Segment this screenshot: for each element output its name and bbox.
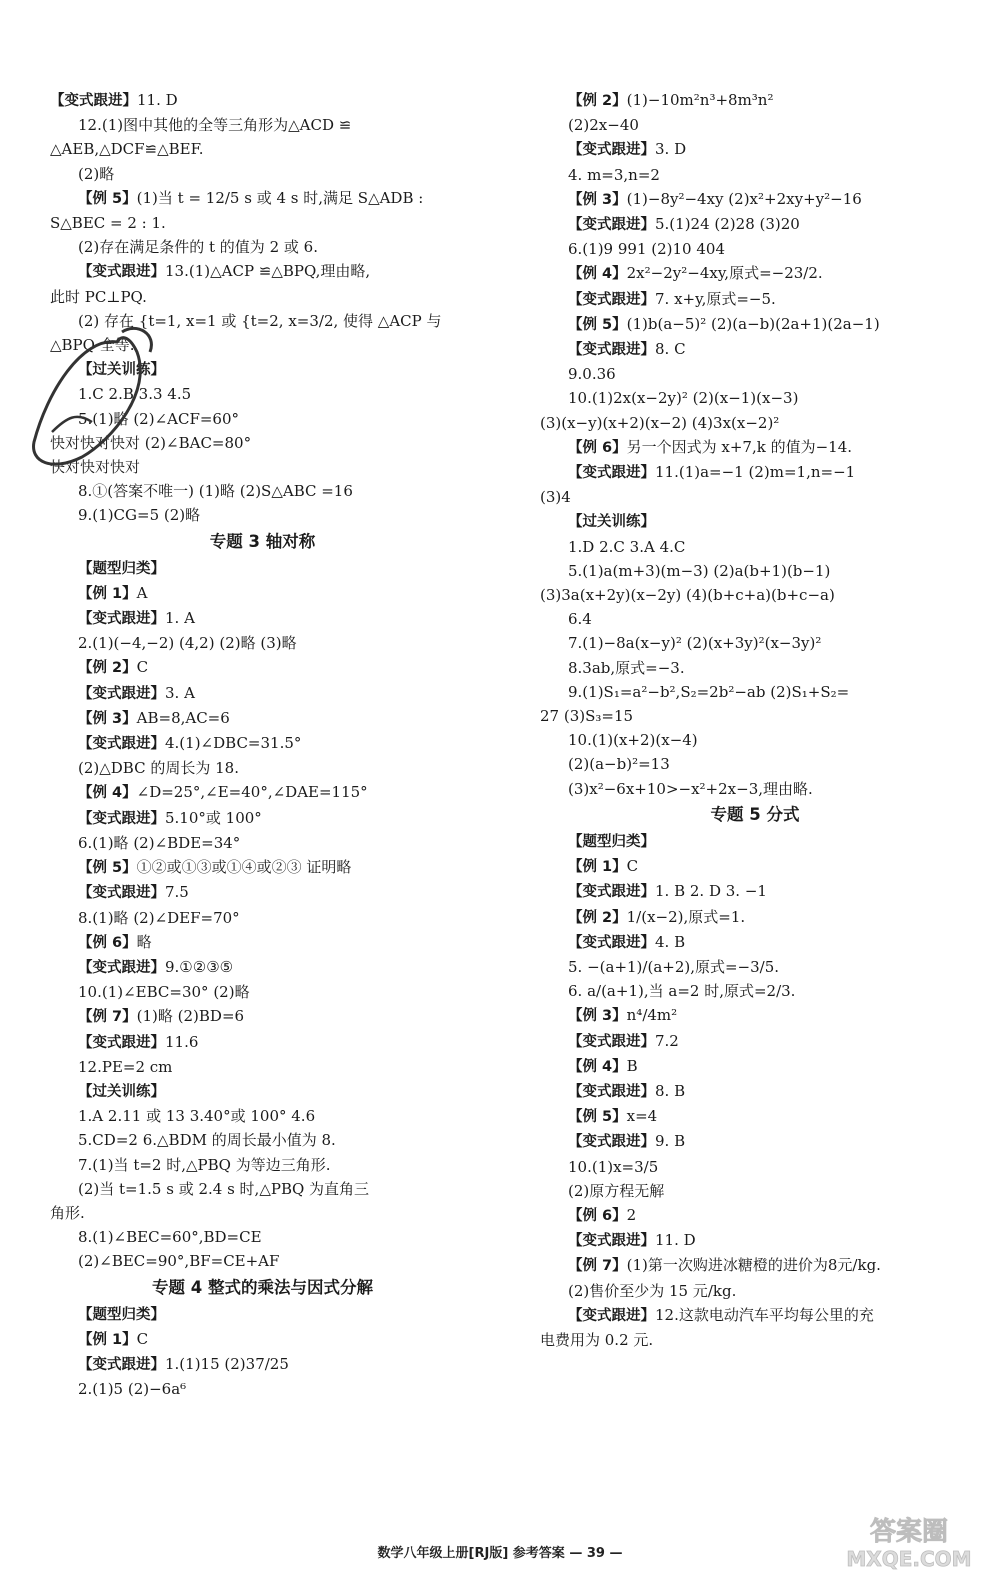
section-heading: 专题 5 分式 [710, 804, 800, 824]
answer-line: 9.(1)CG=5 (2)略 [78, 506, 201, 525]
label-tag: 【变式跟进】 [50, 93, 137, 109]
answer-line: 6.4 [568, 610, 592, 629]
label-tag: 【变式跟进】 [78, 959, 165, 976]
label-tag: 【例 6】 [568, 439, 627, 456]
answer-line: 8.①(答案不唯一) (1)略 (2)S△ABC =16 [78, 482, 353, 501]
answer-line: 【例 7】(1)第一次购进冰糖橙的进价为8元/kg. [568, 1256, 881, 1275]
label-tag: 【例 5】 [78, 860, 137, 877]
answer-line: 1.A 2.11 或 13 3.40°或 100° 4.6 [78, 1107, 316, 1126]
label-tag: 【变式跟进】 [568, 934, 655, 951]
answer-line: 【例 5】①②或①③或①④或②③ 证明略 [78, 858, 352, 877]
label-tag: 【例 6】 [78, 934, 137, 951]
label-tag: 【例 7】 [568, 1258, 627, 1275]
answer-line: 7.(1)当 t=2 时,△PBQ 为等边三角形. [78, 1155, 331, 1174]
page-footer: 数学八年级上册[RJ版] 参考答案 — 39 — [377, 1546, 623, 1561]
answer-line: 5.(1)略 (2)∠ACF=60° [78, 409, 240, 428]
answer-line: 5.(1)a(m+3)(m−3) (2)a(b+1)(b−1) [568, 561, 831, 580]
label-tag: 【变式跟进】 [568, 1134, 655, 1151]
answer-line: 2.(1)5 (2)−6a⁶ [78, 1380, 187, 1399]
label-tag: 【例 1】 [568, 859, 627, 876]
answer-line: 4. m=3,n=2 [568, 165, 660, 184]
answer-line: 电费用为 0.2 元. [540, 1330, 654, 1349]
answer-line: 【变式跟进】7.5 [78, 883, 189, 902]
answer-line: 【例 2】1/(x−2),原式=1. [568, 907, 746, 926]
answer-line: S△BEC = 2 : 1. [50, 214, 166, 233]
answer-line: 10.(1)(x+2)(x−4) [568, 731, 698, 750]
label-tag: 【例 1】 [78, 1331, 137, 1348]
label-tag: 【题型归类】 [78, 560, 165, 577]
label-tag: 【变式跟进】 [568, 1307, 655, 1324]
answer-line: 【变式跟进】9. B [568, 1132, 686, 1151]
answer-line: 10.(1)2x(x−2y)² (2)(x−1)(x−3) [568, 389, 799, 408]
answer-line: 12.PE=2 cm [78, 1057, 173, 1076]
label-tag: 【例 7】 [78, 1009, 137, 1026]
answer-line: (2)2x−40 [568, 116, 639, 135]
label-tag: 【过关训练】 [78, 1083, 165, 1100]
answer-line: (2)略 [78, 164, 115, 183]
answer-line [540, 509, 970, 534]
label-tag: 【例 4】 [78, 785, 137, 802]
answer-line: 8.(1)∠BEC=60°,BD=CE [78, 1228, 262, 1247]
answer-line: 此时 PC⊥PQ. [50, 287, 147, 306]
answer-line: 【变式跟进】5.(1)24 (2)28 (3)20 [568, 215, 800, 234]
answer-line: 【例 3】n⁴/4m² [568, 1006, 678, 1025]
answer-line: 1.D 2.C 3.A 4.C [568, 537, 686, 556]
label-tag: 【变式跟进】 [568, 465, 655, 482]
label-tag: 【例 4】 [568, 1058, 627, 1075]
label-tag: 【例 2】 [568, 93, 627, 109]
label-tag: 【例 2】 [568, 909, 627, 926]
answer-line: 【例 2】C [78, 658, 149, 677]
answer-line: (2)∠BEC=90°,BF=CE+AF [78, 1252, 280, 1271]
label-tag: 【变式跟进】 [78, 685, 165, 702]
answer-line: 10.(1)x=3/5 [568, 1157, 659, 1176]
label-tag: 【例 4】 [568, 266, 627, 283]
answer-line: 9.0.36 [568, 365, 616, 384]
answer-line: 8.(1)略 (2)∠DEF=70° [78, 908, 240, 927]
label-tag: 【变式跟进】 [78, 1356, 165, 1373]
label-tag: 【例 5】 [78, 190, 137, 207]
left-column [50, 88, 475, 1401]
answer-line: 【变式跟进】11.(1)a=−1 (2)m=1,n=−1 [568, 463, 856, 482]
answer-line: 2.(1)(−4,−2) (4,2) (2)略 (3)略 [78, 634, 297, 653]
answer-line: 9.(1)S₁=a²−b²,S₂=2b²−ab (2)S₁+S₂= [568, 682, 850, 701]
label-tag: 【变式跟进】 [568, 291, 655, 308]
answer-line: 1.C 2.B 3.3 4.5 [78, 385, 192, 404]
label-tag: 【变式跟进】 [568, 1033, 655, 1050]
answer-line: 【变式跟进】3. D [568, 140, 687, 159]
answer-line: 【例 4】B [568, 1056, 638, 1075]
answer-line [50, 1079, 475, 1104]
answer-line: 【例 5】x=4 [568, 1107, 658, 1126]
answer-line: 【变式跟进】7. x+y,原式=−5. [568, 289, 776, 308]
answer-line: 【变式跟进】11. D [50, 91, 178, 109]
pen-scribble-icon [22, 322, 212, 482]
answer-line: 【例 2】(1)−10m²n³+8m³n² [568, 91, 774, 109]
watermark-url: MXQE.COM [846, 1547, 972, 1571]
label-tag: 【变式跟进】 [568, 1083, 655, 1100]
label-tag: 【变式跟进】 [78, 885, 165, 902]
answer-line: 【变式跟进】3. A [78, 683, 195, 702]
answer-line [50, 556, 475, 581]
answer-line: 【变式跟进】12.这款电动汽车平均每公里的充 [568, 1305, 874, 1324]
label-tag: 【例 3】 [568, 1008, 627, 1025]
answer-line: 【变式跟进】1. B 2. D 3. −1 [568, 882, 767, 901]
answer-line: 12.(1)图中其他的全等三角形为△ACD ≌ [78, 116, 352, 135]
label-tag: 【变式跟进】 [568, 1233, 655, 1250]
answer-line: (3)4 [540, 488, 571, 507]
answer-line: △BPQ 全等. [50, 336, 135, 355]
label-tag: 【例 3】 [568, 191, 627, 208]
answer-line: 27 (3)S₃=15 [540, 707, 634, 726]
answer-line: (2) 存在 {t=1, x=1 或 {t=2, x=3/2, 使得 △ACP 与 [78, 311, 442, 330]
answer-line: 【变式跟进】1.(1)15 (2)37/25 [78, 1354, 289, 1373]
answer-line: 【变式跟进】7.2 [568, 1031, 679, 1050]
label-tag: 【变式跟进】 [78, 1034, 165, 1051]
answer-line: (2)当 t=1.5 s 或 2.4 s 时,△PBQ 为直角三 [78, 1179, 370, 1198]
answer-line: 快对快对快对 [50, 458, 141, 477]
label-tag: 【例 5】 [568, 316, 627, 333]
answer-line: (3)(x−y)(x+2)(x−2) (4)3x(x−2)² [540, 413, 780, 432]
answer-line: 【例 5】(1)当 t = 12/5 s 或 4 s 时,满足 S△ADB : [78, 188, 424, 207]
answer-line: △AEB,△DCF≌△BEF. [50, 140, 204, 159]
label-tag: 【变式跟进】 [568, 342, 655, 359]
answer-line: 快对快对快对 (2)∠BAC=80° [50, 433, 252, 452]
answer-line: 6. a/(a+1),当 a=2 时,原式=2/3. [568, 982, 796, 1001]
answer-line: 5. −(a+1)/(a+2),原式=−3/5. [568, 957, 780, 976]
answer-line: 角形. [50, 1203, 85, 1222]
answer-line: 【变式跟进】8. C [568, 340, 686, 359]
answer-line: 【例 3】AB=8,AC=6 [78, 708, 230, 727]
answer-line: 【变式跟进】13.(1)△ACP ≌△BPQ,理由略, [78, 262, 371, 281]
answer-line: 【变式跟进】11. D [568, 1231, 696, 1250]
answer-line: 【例 4】∠D=25°,∠E=40°,∠DAE=115° [78, 783, 368, 802]
answer-line: 8.3ab,原式=−3. [568, 658, 685, 677]
label-tag: 【变式跟进】 [78, 264, 165, 281]
answer-line: 【变式跟进】4. B [568, 932, 686, 951]
answer-line: 5.CD=2 6.△BDM 的周长最小值为 8. [78, 1131, 336, 1150]
answer-line: 【例 1】C [78, 1329, 149, 1348]
answer-line: (2)售价至少为 15 元/kg. [568, 1281, 737, 1300]
answer-line: 【例 1】A [78, 583, 148, 602]
watermark-logo [824, 1510, 994, 1572]
label-tag: 【例 1】 [78, 585, 137, 602]
right-column [540, 88, 970, 1352]
section-heading: 专题 3 轴对称 [209, 531, 316, 551]
watermark-title: 答案圈 [869, 1517, 949, 1547]
label-tag: 【题型归类】 [568, 833, 655, 850]
answer-line: 【例 6】另一个因式为 x+7,k 的值为−14. [568, 437, 853, 456]
label-tag: 【例 2】 [78, 660, 137, 677]
label-tag: 【题型归类】 [78, 1306, 165, 1323]
label-tag: 【例 3】 [78, 710, 137, 727]
label-tag: 【变式跟进】 [568, 217, 655, 234]
answer-line: 【例 6】略 [78, 932, 152, 951]
label-tag: 【例 6】 [568, 1207, 627, 1224]
answer-line: 6.(1)略 (2)∠BDE=34° [78, 833, 241, 852]
answer-line: 【变式跟进】8. B [568, 1081, 686, 1100]
answer-line: 【变式跟进】5.10°或 100° [78, 808, 262, 827]
label-tag: 【变式跟进】 [568, 142, 655, 159]
answer-line [540, 829, 970, 854]
section-heading: 专题 4 整式的乘法与因式分解 [152, 1277, 373, 1297]
answer-line: 【例 3】(1)−8y²−4xy (2)x²+2xy+y²−16 [568, 189, 862, 208]
label-tag: 【过关训练】 [568, 514, 655, 531]
answer-line: (2)(a−b)²=13 [568, 755, 670, 774]
answer-line: (2)存在满足条件的 t 的值为 2 或 6. [78, 238, 318, 257]
answer-line: 【例 6】2 [568, 1205, 637, 1224]
label-tag: 【变式跟进】 [78, 611, 165, 628]
answer-line: 【例 4】2x²−2y²−4xy,原式=−23/2. [568, 264, 823, 283]
answer-line: 【变式跟进】9.①②③⑤ [78, 957, 234, 976]
answer-line: 7.(1)−8a(x−y)² (2)(x+3y)²(x−3y)² [568, 634, 822, 653]
answer-line: 10.(1)∠EBC=30° (2)略 [78, 983, 250, 1002]
answer-line: 6.(1)9 991 (2)10 404 [568, 240, 726, 259]
answer-line: 【例 5】(1)b(a−5)² (2)(a−b)(2a+1)(2a−1) [568, 314, 880, 333]
label-tag: 【变式跟进】 [78, 810, 165, 827]
answer-line: (3)3a(x+2y)(x−2y) (4)(b+c+a)(b+c−a) [540, 586, 835, 605]
label-tag: 【变式跟进】 [78, 736, 165, 753]
answer-line: 【变式跟进】4.(1)∠DBC=31.5° [78, 734, 302, 753]
answer-line: (2)△DBC 的周长为 18. [78, 759, 239, 778]
answer-line: 【变式跟进】11.6 [78, 1032, 199, 1051]
answer-line: (2)原方程无解 [568, 1181, 665, 1200]
answer-line: 【例 1】C [568, 857, 639, 876]
answer-line: 【变式跟进】1. A [78, 609, 195, 628]
label-tag: 【过关训练】 [78, 362, 165, 379]
label-tag: 【例 5】 [568, 1109, 627, 1126]
label-tag: 【变式跟进】 [568, 884, 655, 901]
answer-line: 【例 7】(1)略 (2)BD=6 [78, 1007, 245, 1026]
answer-line [50, 1302, 475, 1327]
answer-line: (3)x²−6x+10>−x²+2x−3,理由略. [568, 779, 813, 798]
